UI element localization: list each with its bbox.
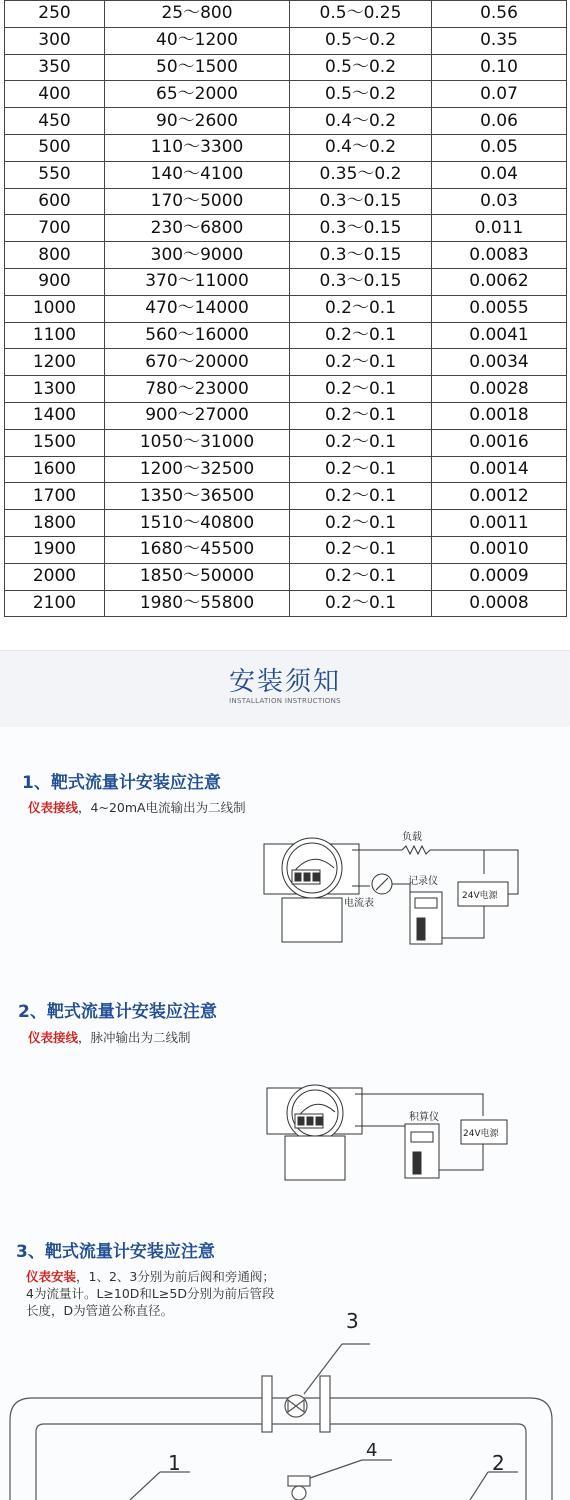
table-row bbox=[5, 429, 567, 456]
table-cell: 1200 bbox=[5, 349, 105, 376]
banner-subtitle: INSTALLATION INSTRUCTIONS bbox=[229, 697, 341, 705]
table-cell: 0.0016 bbox=[432, 429, 567, 456]
table-row bbox=[5, 134, 567, 161]
table-cell: 0.2～0.1 bbox=[290, 563, 432, 590]
table-cell: 170～5000 bbox=[105, 188, 290, 215]
table-cell: 0.0018 bbox=[432, 402, 567, 429]
table-cell: 470～14000 bbox=[105, 295, 290, 322]
table-cell: 1500 bbox=[5, 429, 105, 456]
table-cell: 560～16000 bbox=[105, 322, 290, 349]
table-row bbox=[5, 188, 567, 215]
table-cell: 0.3～0.15 bbox=[290, 215, 432, 242]
power-label-2: 24V电源 bbox=[463, 1129, 499, 1139]
table-cell: 0.0055 bbox=[432, 295, 567, 322]
table-cell: 0.5～0.2 bbox=[290, 54, 432, 81]
table-row bbox=[5, 349, 567, 376]
label-4: 4 bbox=[366, 1440, 378, 1461]
recorder-label: 记录仪 bbox=[408, 876, 438, 887]
table-cell: 0.5～0.25 bbox=[290, 1, 432, 28]
label-2: 2 bbox=[492, 1451, 505, 1475]
table-cell: 0.011 bbox=[432, 215, 567, 242]
table-cell: 0.3～0.15 bbox=[290, 242, 432, 269]
table-row bbox=[5, 563, 567, 590]
table-cell: 0.0012 bbox=[432, 483, 567, 510]
section1-note-red: 仪表接线 bbox=[28, 800, 79, 815]
table-cell: 25～800 bbox=[105, 1, 290, 28]
table-cell: 0.3～0.15 bbox=[290, 268, 432, 295]
table-cell: 0.0041 bbox=[432, 322, 567, 349]
spec-table-body bbox=[5, 1, 567, 617]
table-cell: 0.04 bbox=[432, 161, 567, 188]
table-cell: 400 bbox=[5, 81, 105, 108]
section1-note bbox=[28, 799, 528, 816]
table-cell: 0.0009 bbox=[432, 563, 567, 590]
section1-title: 1、靶式流量计安装应注意 bbox=[22, 773, 221, 793]
table-cell: 0.35～0.2 bbox=[290, 161, 432, 188]
table-cell: 0.0028 bbox=[432, 376, 567, 403]
table-cell: 0.3～0.15 bbox=[290, 188, 432, 215]
table-cell: 0.03 bbox=[432, 188, 567, 215]
table-cell: 1100 bbox=[5, 322, 105, 349]
table-cell: 0.35 bbox=[432, 27, 567, 54]
table-row bbox=[5, 402, 567, 429]
table-cell: 0.2～0.1 bbox=[290, 402, 432, 429]
table-cell: 450 bbox=[5, 108, 105, 135]
table-cell: 1200～32500 bbox=[105, 456, 290, 483]
wiring-diagram-pulse bbox=[265, 1080, 515, 1182]
table-cell: 1850～50000 bbox=[105, 563, 290, 590]
load-label: 负载 bbox=[402, 832, 422, 843]
label-3: 3 bbox=[346, 1309, 359, 1333]
table-cell: 0.56 bbox=[432, 1, 567, 28]
table-cell: 230～6800 bbox=[105, 215, 290, 242]
table-cell: 0.2～0.1 bbox=[290, 483, 432, 510]
table-cell: 1980～55800 bbox=[105, 590, 290, 617]
table-cell: 2100 bbox=[5, 590, 105, 617]
table-cell: 0.2～0.1 bbox=[290, 590, 432, 617]
table-cell: 0.0008 bbox=[432, 590, 567, 617]
table-cell: 0.2～0.1 bbox=[290, 376, 432, 403]
table-row bbox=[5, 215, 567, 242]
section3-note-text: ，1、2、3分别为前后阀和旁通阀；4为流量计。L≥10D和L≥5D分别为前后管段长度，D为管道公称直径。 bbox=[26, 1269, 275, 1318]
table-row bbox=[5, 242, 567, 269]
section2-note bbox=[28, 1029, 528, 1046]
table-cell: 1900 bbox=[5, 536, 105, 563]
table-row bbox=[5, 483, 567, 510]
table-row bbox=[5, 1, 567, 28]
section2-note-red: 仪表接线 bbox=[28, 1030, 79, 1045]
table-cell: 110～3300 bbox=[105, 134, 290, 161]
table-cell: 0.0062 bbox=[432, 268, 567, 295]
table-cell: 670～20000 bbox=[105, 349, 290, 376]
table-row bbox=[5, 81, 567, 108]
wiring-diagram-current bbox=[262, 826, 522, 946]
table-cell: 800 bbox=[5, 242, 105, 269]
table-row bbox=[5, 295, 567, 322]
table-cell: 250 bbox=[5, 1, 105, 28]
table-cell: 0.2～0.1 bbox=[290, 456, 432, 483]
section2-title: 2、靶式流量计安装应注意 bbox=[18, 1002, 217, 1022]
table-cell: 550 bbox=[5, 161, 105, 188]
installation-diagram bbox=[0, 1300, 570, 1500]
table-row bbox=[5, 590, 567, 617]
table-row bbox=[5, 536, 567, 563]
totalizer-label: 积算仪 bbox=[409, 1112, 439, 1123]
table-cell: 0.2～0.1 bbox=[290, 510, 432, 537]
table-cell: 0.2～0.1 bbox=[290, 349, 432, 376]
table-cell: 1600 bbox=[5, 456, 105, 483]
table-cell: 0.5～0.2 bbox=[290, 81, 432, 108]
table-cell: 1000 bbox=[5, 295, 105, 322]
table-cell: 900 bbox=[5, 268, 105, 295]
table-cell: 350 bbox=[5, 54, 105, 81]
table-row bbox=[5, 268, 567, 295]
table-cell: 0.0011 bbox=[432, 510, 567, 537]
table-cell: 2000 bbox=[5, 563, 105, 590]
table-cell: 0.0010 bbox=[432, 536, 567, 563]
table-cell: 1700 bbox=[5, 483, 105, 510]
table-row bbox=[5, 376, 567, 403]
table-row bbox=[5, 27, 567, 54]
table-cell: 500 bbox=[5, 134, 105, 161]
table-cell: 0.4～0.2 bbox=[290, 134, 432, 161]
table-cell: 1300 bbox=[5, 376, 105, 403]
table-cell: 700 bbox=[5, 215, 105, 242]
section1-note-text: ，4~20mA电流输出为二线制 bbox=[78, 800, 246, 815]
table-cell: 0.0083 bbox=[432, 242, 567, 269]
table-cell: 0.05 bbox=[432, 134, 567, 161]
table-row bbox=[5, 510, 567, 537]
spec-table-wrapper bbox=[4, 0, 566, 617]
power-label: 24V电源 bbox=[462, 891, 498, 901]
spacer bbox=[0, 638, 570, 650]
table-cell: 300 bbox=[5, 27, 105, 54]
table-cell: 0.5～0.2 bbox=[290, 27, 432, 54]
table-cell: 50～1500 bbox=[105, 54, 290, 81]
table-cell: 140～4100 bbox=[105, 161, 290, 188]
table-cell: 90～2600 bbox=[105, 108, 290, 135]
section3-title: 3、靶式流量计安装应注意 bbox=[16, 1242, 215, 1262]
ammeter-label: 电流表 bbox=[344, 898, 374, 909]
table-cell: 1680～45500 bbox=[105, 536, 290, 563]
table-cell: 900～27000 bbox=[105, 402, 290, 429]
table-cell: 0.4～0.2 bbox=[290, 108, 432, 135]
label-1: 1 bbox=[168, 1451, 181, 1475]
table-cell: 0.07 bbox=[432, 81, 567, 108]
table-cell: 1800 bbox=[5, 510, 105, 537]
table-cell: 1510～40800 bbox=[105, 510, 290, 537]
table-cell: 0.06 bbox=[432, 108, 567, 135]
table-cell: 0.0034 bbox=[432, 349, 567, 376]
section2-note-text: ，脉冲输出为二线制 bbox=[78, 1030, 191, 1045]
section3-note-red: 仪表安装 bbox=[26, 1269, 77, 1284]
section-banner bbox=[0, 650, 570, 728]
table-cell: 1350～36500 bbox=[105, 483, 290, 510]
table-row bbox=[5, 322, 567, 349]
transmitter-head bbox=[282, 838, 342, 898]
table-cell: 0.2～0.1 bbox=[290, 429, 432, 456]
table-cell: 1400 bbox=[5, 402, 105, 429]
table-cell: 370～11000 bbox=[105, 268, 290, 295]
table-row bbox=[5, 54, 567, 81]
table-cell: 65～2000 bbox=[105, 81, 290, 108]
table-row bbox=[5, 456, 567, 483]
table-cell: 0.10 bbox=[432, 54, 567, 81]
table-cell: 1050～31000 bbox=[105, 429, 290, 456]
table-cell: 0.0014 bbox=[432, 456, 567, 483]
table-cell: 780～23000 bbox=[105, 376, 290, 403]
table-cell: 0.2～0.1 bbox=[290, 295, 432, 322]
banner-title: 安装须知 bbox=[228, 667, 341, 697]
table-cell: 600 bbox=[5, 188, 105, 215]
table-cell: 0.2～0.1 bbox=[290, 536, 432, 563]
table-cell: 300～9000 bbox=[105, 242, 290, 269]
table-cell: 0.2～0.1 bbox=[290, 322, 432, 349]
table-cell: 40～1200 bbox=[105, 27, 290, 54]
table-row bbox=[5, 161, 567, 188]
spec-table bbox=[4, 0, 567, 617]
table-row bbox=[5, 108, 567, 135]
